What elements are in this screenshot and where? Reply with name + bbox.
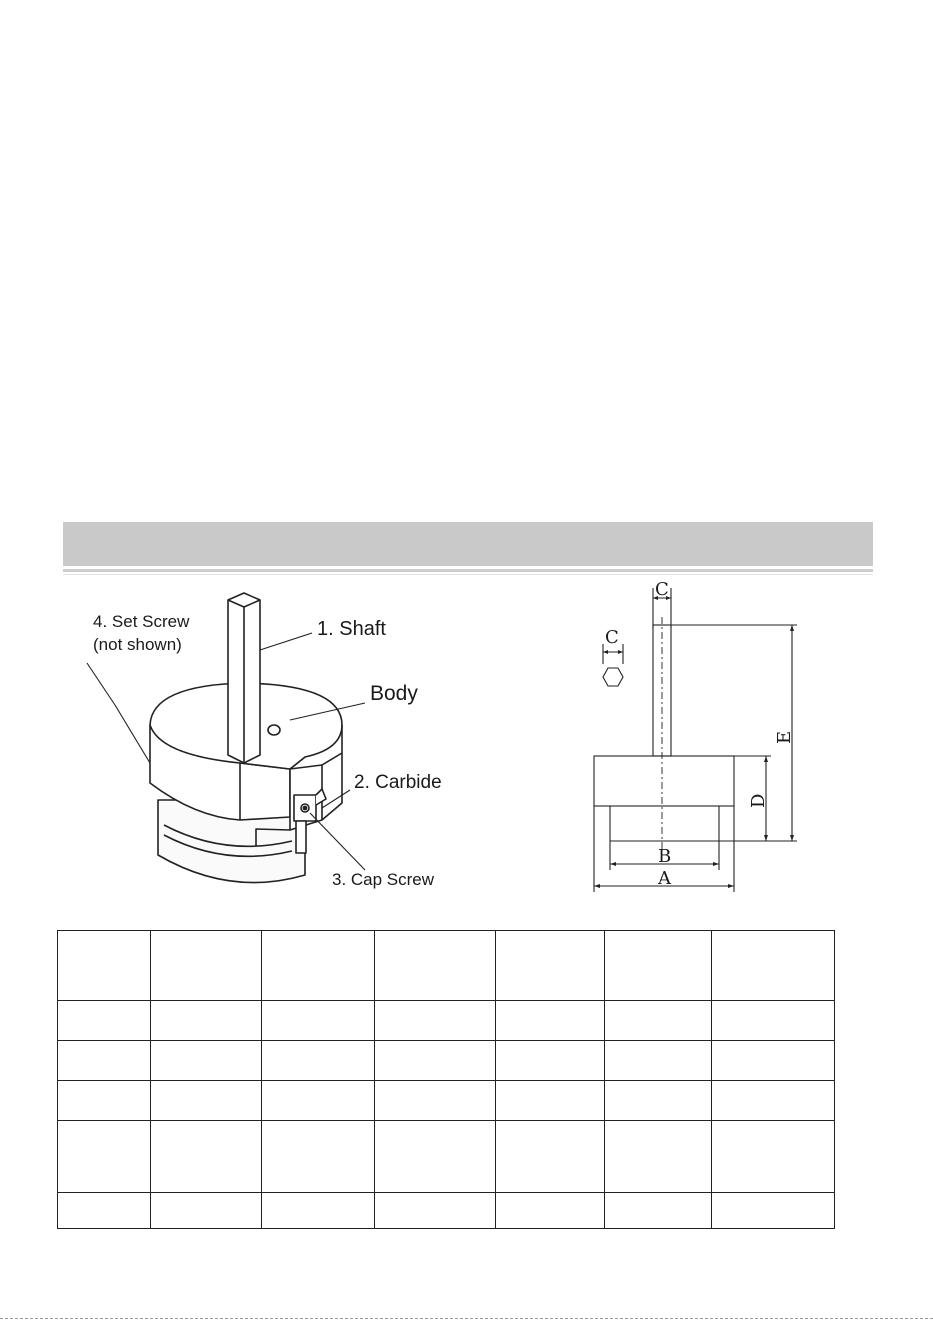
set-screw-hole: [268, 725, 280, 735]
dim-d-label: D: [748, 793, 769, 808]
table-cell: [712, 1121, 835, 1193]
cap-screw-label: 3. Cap Screw: [332, 870, 435, 889]
section-divider: [63, 569, 873, 572]
cap-screw: [296, 821, 306, 853]
table-cell: [712, 1001, 835, 1041]
body-label: Body: [370, 682, 418, 705]
table-cell: [375, 1121, 496, 1193]
table-cell: [151, 1121, 262, 1193]
table-cell: [605, 1121, 712, 1193]
table-cell: [262, 1193, 375, 1229]
carbide-label: 2. Carbide: [354, 772, 442, 793]
table-cell: [262, 1121, 375, 1193]
table-row: [58, 1041, 835, 1081]
table-cell: [151, 1193, 262, 1229]
table-cell: [496, 1193, 605, 1229]
table-cell: [58, 1193, 151, 1229]
set-screw-note: (not shown): [93, 635, 182, 654]
table-cell: [262, 931, 375, 1001]
shaft-outline: [653, 625, 671, 756]
table-row: [58, 1081, 835, 1121]
table-cell: [375, 931, 496, 1001]
set-screw-label: 4. Set Screw: [93, 612, 190, 631]
body-outline: [594, 756, 734, 806]
table-cell: [151, 1081, 262, 1121]
table-cell: [712, 931, 835, 1001]
table-cell: [496, 1081, 605, 1121]
dim-b-label: B: [658, 846, 672, 867]
table-cell: [712, 1081, 835, 1121]
lower-outline: [610, 806, 719, 841]
spec-table: [57, 930, 835, 1229]
table-cell: [58, 1121, 151, 1193]
table-cell: [151, 931, 262, 1001]
table-cell: [58, 1041, 151, 1081]
table-cell: [605, 1041, 712, 1081]
table-cell: [58, 1081, 151, 1121]
table-row: [58, 1121, 835, 1193]
table-cell: [712, 1193, 835, 1229]
table-cell: [605, 1001, 712, 1041]
table-cell: [151, 1041, 262, 1081]
dim-a-label: A: [658, 868, 671, 889]
table-row: [58, 1193, 835, 1229]
table-cell: [262, 1041, 375, 1081]
table-cell: [496, 931, 605, 1001]
table-cell: [375, 1193, 496, 1229]
table-row: [58, 931, 835, 1001]
table-cell: [712, 1041, 835, 1081]
shaft-label: 1. Shaft: [317, 618, 386, 640]
table-cell: [496, 1041, 605, 1081]
table-cell: [605, 931, 712, 1001]
table-cell: [375, 1041, 496, 1081]
dim-e-label: E: [774, 730, 795, 744]
dimension-drawing: [585, 579, 825, 902]
table-cell: [375, 1001, 496, 1041]
table-cell: [151, 1001, 262, 1041]
table-cell: [605, 1081, 712, 1121]
section-divider-thin: [63, 574, 873, 575]
tool-illustration: [60, 585, 460, 895]
section-header-bar: [63, 522, 873, 566]
table-cell: [605, 1193, 712, 1229]
table-row: [58, 1001, 835, 1041]
table-cell: [375, 1081, 496, 1121]
page-footer-rule: [0, 1318, 933, 1319]
table-cell: [496, 1121, 605, 1193]
table-cell: [262, 1001, 375, 1041]
table-cell: [496, 1001, 605, 1041]
table-cell: [58, 931, 151, 1001]
dim-c-hex-label: C: [605, 627, 619, 648]
table-cell: [58, 1001, 151, 1041]
dim-c-top-label: C: [655, 579, 669, 600]
table-cell: [262, 1081, 375, 1121]
hex-symbol: [603, 668, 623, 686]
